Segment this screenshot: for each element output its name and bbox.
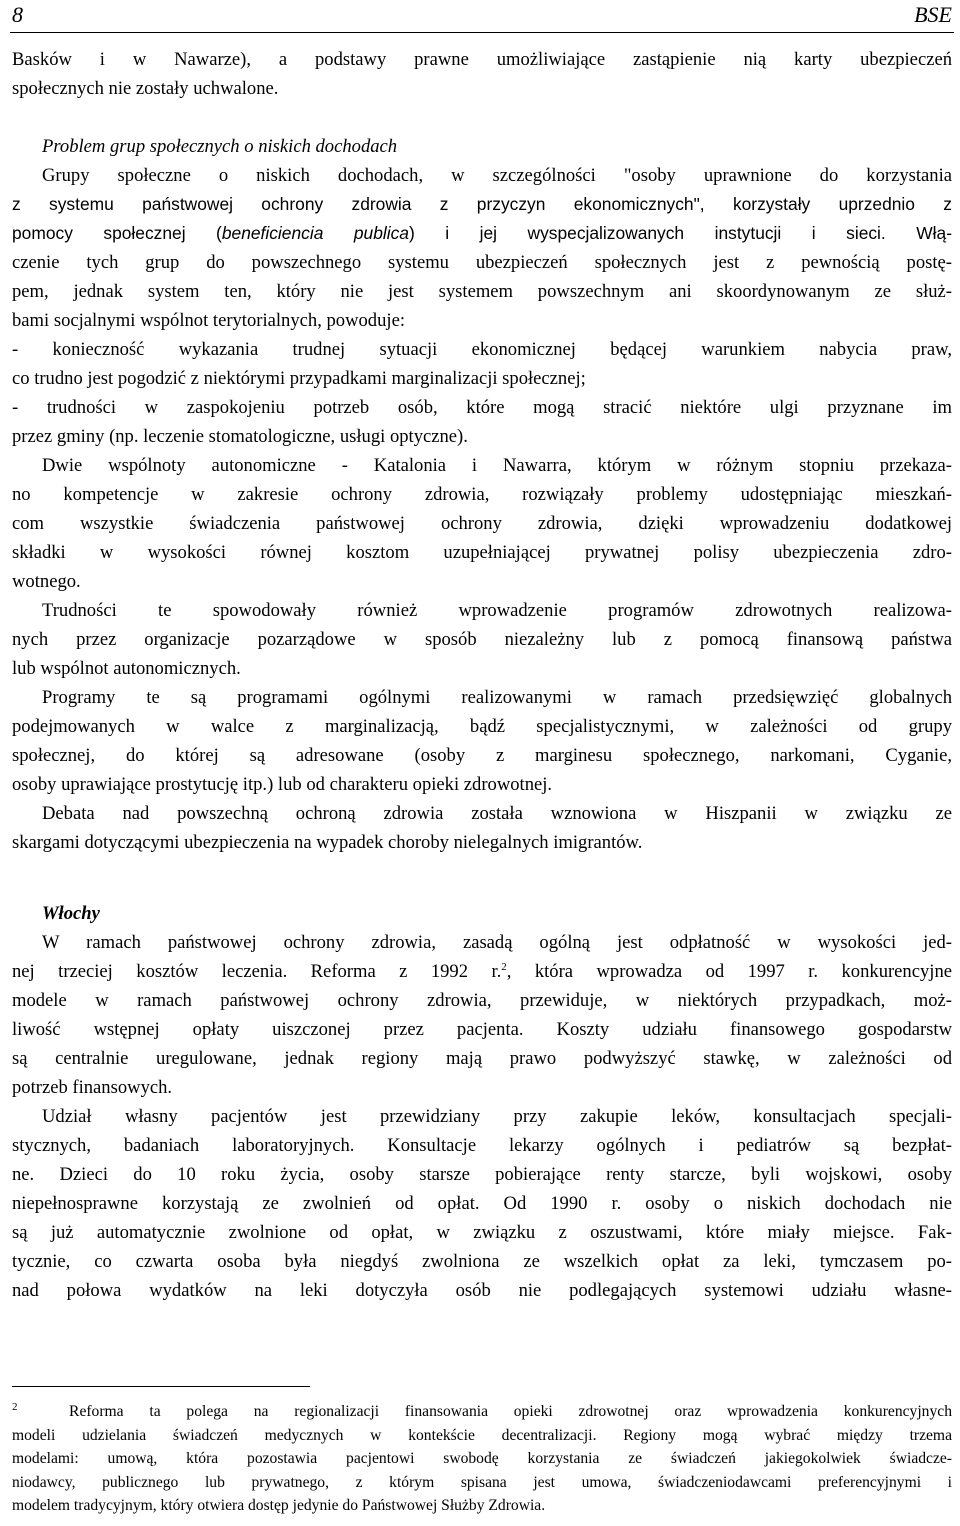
paragraph-line: Basków i w Nawarze), a podstawy prawne umożliwiające zastąpienie nią karty ubezpieczeń xyxy=(12,49,952,70)
paragraph-line: skargami dotyczącymi ubezpieczenia na wypadek choroby nielegalnych imigrantów. xyxy=(12,832,643,853)
paragraph-line: są już automatycznie zwolnione od opłat, w związku z oszustwami, które miały miejsce. Fak- xyxy=(12,1222,952,1243)
paragraph-line: ne. Dzieci do 10 roku życia, osoby starsze pobierające renty starcze, byli wojskowi, osoby xyxy=(12,1164,952,1185)
journal-abbreviation: BSE xyxy=(914,2,952,27)
paragraph-line: czenie tych grup do powszechnego systemu ubezpieczeń społecznych jest z pewnością postę- xyxy=(12,252,952,273)
paragraph-line: Dwie wspólnoty autonomiczne - Katalonia i Nawarra, którym w różnym stopniu przekaza- xyxy=(42,455,952,476)
footnote-marker: 2 xyxy=(12,1400,18,1413)
paragraph-line: lub wspólnot autonomicznych. xyxy=(12,658,241,679)
paragraph-line: potrzeb finansowych. xyxy=(12,1077,173,1098)
paragraph-line: bami socjalnymi wspólnot terytorialnych, powoduje: xyxy=(12,310,405,331)
paragraph-line: Udział własny pacjentów jest przewidziany przy zakupie leków, konsultacjach specjali- xyxy=(42,1106,952,1127)
section-heading-italy: Włochy xyxy=(42,903,100,924)
paragraph-line: przez gminy (np. leczenie stomatologiczne, usługi optyczne). xyxy=(12,426,468,447)
paragraph-line: społecznych nie zostały uchwalone. xyxy=(12,78,279,99)
paragraph-line: nad połowa wydatków na leki dotyczyła osób nie podlegających systemowi udziału własne- xyxy=(12,1280,952,1301)
footnote-block xyxy=(12,1400,952,1518)
paragraph-line: co trudno jest pogodzić z niektórymi przypadkami marginalizacji społecznej; xyxy=(12,368,586,389)
paragraph-line: com wszystkie świadczenia państwowej ochrony zdrowia, dzięki wprowadzeniu dodatkowej xyxy=(12,513,952,534)
paragraph-line: Programy te są programami ogólnymi realizowanymi w ramach przedsięwzięć globalnych xyxy=(42,687,952,708)
footnote-line: modeli udzielania świadczeń medycznych w kontekście decentralizacji. Regiony mogą wybrać między trzema xyxy=(12,1426,952,1444)
paragraph-line: osoby uprawiające prostytucję itp.) lub od charakteru opieki zdrowotnej. xyxy=(12,774,553,795)
paragraph-line: są centralnie uregulowane, jednak regiony mają prawo podwyższyć stawkę, w zależności od xyxy=(12,1048,952,1069)
page-number: 8 xyxy=(12,2,23,27)
page-header xyxy=(10,0,954,33)
list-item: - konieczność wykazania trudnej sytuacji ekonomicznej będącej warunkiem nabycia praw, xyxy=(12,339,952,360)
text-run: , która wprowadza od 1997 r. konkurencyjne xyxy=(506,961,952,982)
paragraph-line xyxy=(12,219,952,248)
paragraph-line: wotnego. xyxy=(12,571,81,592)
footnote-line xyxy=(12,1400,952,1424)
text-run: nej trzeciej kosztów leczenia. Reforma z 1992 r. xyxy=(12,961,502,982)
footnote-divider xyxy=(12,1386,310,1387)
list-item: - trudności w zaspokojeniu potrzeb osób, które mogą stracić niektóre ulgi przyznane im xyxy=(12,397,952,418)
paragraph-line: modele w ramach państwowej ochrony zdrowia, przewiduje, w niektórych przypadkach, moż- xyxy=(12,990,952,1011)
paragraph-line: Trudności te spowodowały również wprowadzenie programów zdrowotnych realizowa- xyxy=(42,600,952,621)
paragraph-line: no kompetencje w zakresie ochrony zdrowia, rozwiązały problemy udostępniając mieszkań- xyxy=(12,484,952,505)
text-run: Reforma ta polega na regionalizacji finansowania opieki zdrowotnej oraz wprowadzenia konkurencyjnych xyxy=(69,1403,952,1420)
paragraph-line: podejmowanych w walce z marginalizacją, bądź specjalistycznymi, w zależności od grupy xyxy=(12,716,952,737)
paragraph-line: Grupy społeczne o niskich dochodach, w szczególności "osoby uprawnione do korzystania xyxy=(42,165,952,186)
paragraph-line xyxy=(12,957,952,986)
paragraph-line: składki w wysokości równej kosztom uzupełniającej prywatnej polisy ubezpieczenia zdro- xyxy=(12,542,952,563)
text-run: ) i jej wyspecjalizowanych instytucji i sieci. Włą- xyxy=(408,223,952,243)
latin-term: beneficiencia publica xyxy=(221,223,409,243)
paragraph-line: nych przez organizacje pozarządowe w sposób niezależny lub z pomocą finansową państwa xyxy=(12,629,952,650)
paragraph-line: stycznych, badaniach laboratoryjnych. Konsultacje lekarzy ogólnych i pediatrów są bezpłat- xyxy=(12,1135,952,1156)
footnote-line: modelem tradycyjnym, który otwiera dostęp jedynie do Państwowej Służby Zdrowia. xyxy=(12,1497,546,1514)
paragraph-line: liwość wstępnej opłaty uiszczonej przez pacjenta. Koszty udziału finansowego gospodarstw xyxy=(12,1019,952,1040)
footnote-reference[interactable]: 2 xyxy=(501,960,507,973)
section-heading-problem: Problem grup społecznych o niskich dochodach xyxy=(42,136,398,157)
paragraph-line: niepełnosprawne korzystają ze zwolnień od opłat. Od 1990 r. osoby o niskich dochodach nie xyxy=(12,1193,952,1214)
text-run: pomocy społecznej ( xyxy=(12,223,222,243)
paragraph-line: pem, jednak system ten, który nie jest systemem powszechnym ani skoordynowanym ze służ- xyxy=(12,281,952,302)
paragraph-line: z systemu państwowej ochrony zdrowia z przyczyn ekonomicznych", korzystały uprzednio z xyxy=(12,194,952,214)
page-body xyxy=(12,45,952,1305)
footnote-line: modelami: umową, która pozostawia pacjentowi swobodę korzystania ze świadczeń jakiegokolwiek świadcze- xyxy=(12,1450,952,1467)
footnote-line: niodawcy, publicznego lub prywatnego, z którym spisana jest umowa, świadczeniodawcami preferencyjnymi i xyxy=(12,1473,952,1491)
paragraph-line: społecznej, do której są adresowane (osoby z marginesu społecznego, narkomani, Cyganie, xyxy=(12,745,952,766)
paragraph-line: tycznie, co czwarta osoba była niegdyś zwolniona ze wszelkich opłat za leki, tymczasem po- xyxy=(12,1251,952,1272)
paragraph-line: Debata nad powszechną ochroną zdrowia została wznowiona w Hiszpanii w związku ze xyxy=(42,803,952,824)
paragraph-line: W ramach państwowej ochrony zdrowia, zasadą ogólną jest odpłatność w wysokości jed- xyxy=(42,932,952,953)
